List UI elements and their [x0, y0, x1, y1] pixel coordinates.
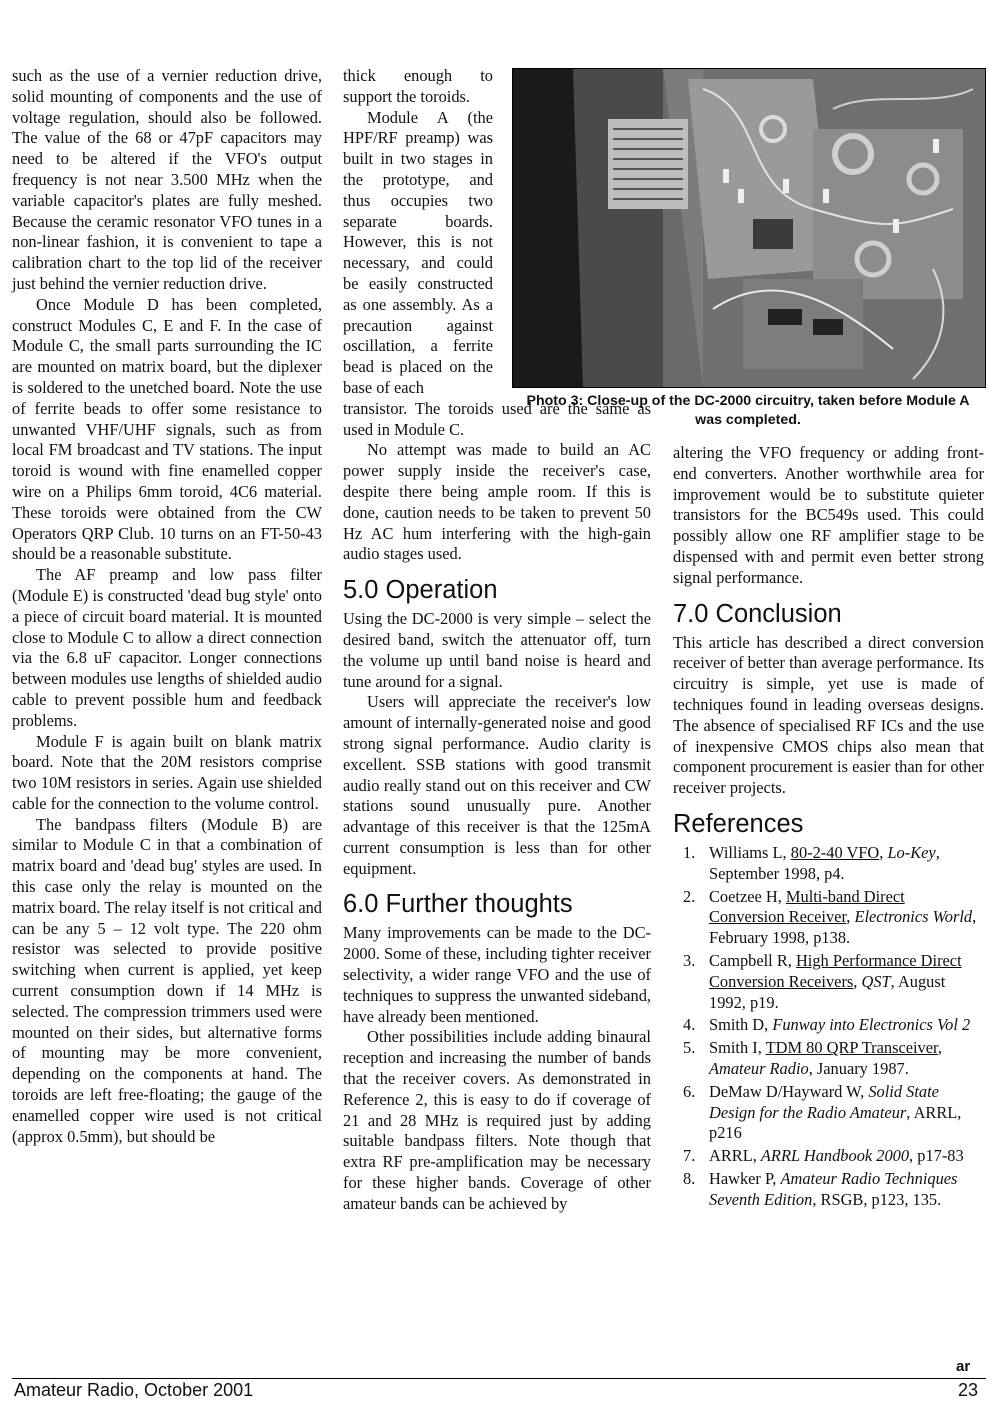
circuit-photo	[512, 68, 986, 388]
narrow-text-block	[343, 66, 493, 399]
paragraph: This article has described a direct conversion receiver of better than average performance. Its circuitry is simple, yet use is made of techniques found in leading overseas designs. The absence of specialised RF ICs and the use of inexpensive CMOS chips also mean that component procurement is easier than for other receiver projects.	[673, 632, 984, 798]
reference-item: 1. Williams L, 80-2-40 VFO, Lo-Key, September 1998, p4.	[683, 842, 940, 883]
paragraph: altering the VFO frequency or adding front-end converters. Another worthwhile area for improvement would be to substitute quieter transistors for the BC549s used. This could possibly allow one RF amplifier stage to be dispensed with and permit even better strong signal performance.	[673, 443, 984, 587]
section-heading-operation: 5.0 Operation	[343, 576, 498, 605]
reference-item: 8. Hawker P, Amateur Radio Techniques Seventh Edition, RSGB, p123, 135.	[683, 1168, 958, 1209]
paragraph: Once Module D has been completed, construct Modules C, E and F. In the case of Module C, the small parts surrounding the IC are mounted on matrix board, but the diplexer is soldered to the unetched board. Note the use of ferrite beads to offer some resistance to unwanted VHF/UHF signals, such as from local FM broadcast and TV stations. The input toroid is wound with fine enamelled copper wire on a Philips 6mm toroid, 4C6 material. These toroids were obtained from the CW Operators QRP Club. 10 turns on an FT-50-43 should be a reasonable substitute.	[12, 294, 322, 564]
paragraph: The AF preamp and low pass filter (Module E) is constructed 'dead bug style' onto a piece of circuit board material. It is mounted close to Module C to allow a direct connection via the 6.8 uF capacitor. Longer connections between modules use lengths of shielded audio cable to prevent possible hum and feedback problems.	[12, 565, 322, 730]
reference-item: 6. DeMaw D/Hayward W, Solid State Design for the Radio Amateur, ARRL, p216	[683, 1081, 962, 1143]
paragraph: thick enough to support the toroids.	[343, 66, 493, 106]
reference-item: 4. Smith D, Funway into Electronics Vol 2	[683, 1015, 971, 1035]
paragraph: The bandpass filters (Module B) are similar to Module C in that a combination of matrix board and 'dead bug' styles are used. In this case only the relay is mounted on the matrix board. The relay itself is not critical and can be any 5 – 12 volt type. The 220 ohm resistor was selected to provide positive switching when current is applied, yet keep current consumption down if 14 MHz is selected. The compression trimmers used were mounted on their sides, but alternative forms of mounting may be more convenient, depending on the components at hand. The toroids are left free-floating; the gauge of the enamelled copper wire used is not critical (approx 0.5mm), but should be	[12, 814, 322, 1146]
section-heading-references: References	[673, 809, 804, 838]
paragraph: Module A (the HPF/RF preamp) was built in two stages in the prototype, and thus occupies two separate boards. However, this is not necessary, and could be easily constructed as one assembly. As a precaution against oscillation, a ferrite bead is placed on the base of each	[343, 107, 493, 397]
reference-item: 7. ARRL, ARRL Handbook 2000, p17-83	[683, 1146, 964, 1166]
paragraph: Using the DC-2000 is very simple – select the desired band, switch the attenuator off, turn the volume up until band noise is heard and tune around for a signal.	[343, 609, 651, 691]
photo-caption: Photo 3: Close-up of the DC-2000 circuitry, taken before Module A was completed.	[526, 393, 970, 428]
paragraph: Users will appreciate the receiver's low amount of internally-generated noise and good strong signal performance. Audio clarity is excellent. SSB stations with good transmit audio really stand out on this receiver and CW stations sound unusually pure. Another advantage of this receiver is that the 125mA current consumption is less than for other equipment.	[343, 692, 651, 878]
paragraph: Module F is again built on blank matrix board. Note that the 20M resistors comprise two 10M resistors in series. Again use shielded cable for the connection to the volume control.	[12, 731, 322, 813]
page-number: 23	[958, 1380, 979, 1400]
reference-list	[673, 843, 984, 1211]
reference-item: 5. Smith I, TDM 80 QRP Transceiver, Amateur Radio, January 1987.	[683, 1038, 942, 1078]
section-heading-conclusion: 7.0 Conclusion	[673, 599, 842, 628]
footer-rule	[12, 1378, 986, 1379]
footer-publication: Amateur Radio, October 2001	[14, 1380, 254, 1400]
article-signoff: ar	[956, 1358, 971, 1375]
paragraph: Other possibilities include adding binaural reception and increasing the number of bands that the receiver covers. As demonstrated in Reference 2, this is easy to do if coverage of 21 and 28 MHz is required just by adding suitable bandpass filters. Note though that extra RF pre-amplification may be necessary for these higher bands. Coverage of other amateur bands can be achieved by	[343, 1027, 651, 1213]
paragraph: Many improvements can be made to the DC-2000. Some of these, including tighter receiver selectivity, a wider range VFO and the use of techniques to suppress the unwanted sideband, have already been mentioned.	[343, 923, 651, 1026]
paragraph: transistor. The toroids used are the same as used in Module C.	[343, 398, 651, 439]
column-left	[12, 66, 322, 1147]
column-right	[673, 443, 984, 1213]
paragraph: such as the use of a vernier reduction drive, solid mounting of components and the use of voltage regulation, should also be followed. The value of the 68 or 47pF capacitors may need to be altered if the VFO's output frequency is not near 3.500 MHz when the variable capacitor's plates are fully meshed. Because the ceramic resonator VFO tunes in a non-linear fashion, it is convenient to tape a calibration chart to the top lid of the receiver just behind the vernier reduction drive.	[12, 66, 322, 293]
paragraph: No attempt was made to build an AC power supply inside the receiver's case, despite there being ample room. If this is done, caution needs to be taken to prevent 50 Hz AC hum interfering with the high-gain audio stages used.	[343, 440, 651, 564]
section-heading-further-thoughts: 6.0 Further thoughts	[343, 890, 573, 919]
reference-item: 2. Coetzee H, Multi-band Direct Conversion Receiver, Electronics World, February 1998, p138.	[683, 886, 977, 948]
reference-item: 3. Campbell R, High Performance Direct Conversion Receivers, QST, August 1992, p19.	[683, 950, 962, 1012]
